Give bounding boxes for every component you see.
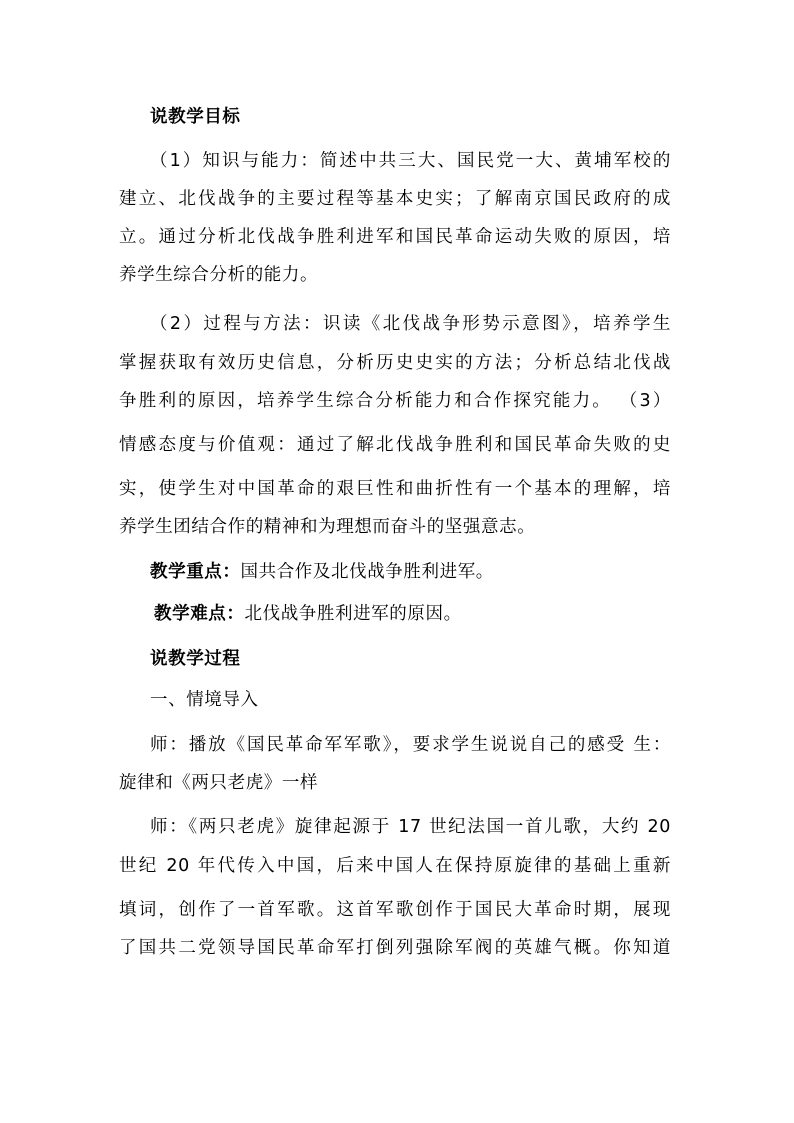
process-line-6: 了国共二党领导国民革命军打倒列强除军阀的英雄气概。你知道: [119, 938, 671, 958]
goals-line-9: 实，使学生对中国革命的艰巨性和曲折性有一个基本的理解，培: [119, 479, 671, 499]
key-point-line: [150, 561, 494, 583]
difficulty-label: 教学难点：: [154, 604, 245, 624]
process-line-2: 旋律和《两只老虎》一样: [119, 773, 319, 793]
process-line-1: 师：播放《国民革命军军歌》，要求学生说说自己的感受 生：: [150, 735, 671, 755]
heading-teaching-goals: 说教学目标: [150, 107, 241, 127]
goals-line-4: 养学生综合分析的能力。: [119, 265, 319, 285]
goals-line-1: （1）知识与能力：简述中共三大、国民党一大、黄埔军校的: [150, 151, 671, 171]
section-one-title: 一、情境导入: [150, 690, 259, 710]
heading-teaching-process: 说教学过程: [150, 649, 241, 669]
goals-line-6: 掌握获取有效历史信息，分析历史史实的方法；分析总结北伐战: [119, 353, 671, 373]
process-line-3: 师：《两只老虎》旋律起源于 17 世纪法国一首儿歌，大约 20: [150, 817, 671, 837]
goals-line-8: 情感态度与价值观：通过了解北伐战争胜利和国民革命失败的史: [119, 435, 671, 455]
goals-line-10: 养学生团结合作的精神和为理想而奋斗的坚强意志。: [119, 517, 536, 537]
process-line-4: 世纪 20 年代传入中国，后来中国人在保持原旋律的基础上重新: [119, 856, 671, 876]
goals-line-3: 立。通过分析北伐战争胜利进军和国民革命运动失败的原因，培: [119, 227, 671, 247]
process-line-5: 填词，创作了一首军歌。这首军歌创作于国民大革命时期，展现: [119, 900, 671, 920]
goals-line-5: （2）过程与方法：识读《北伐战争形势示意图》，培养学生: [150, 314, 671, 334]
difficulty-text: 北伐战争胜利进军的原因。: [244, 604, 462, 624]
goals-line-7: 争胜利的原因，培养学生综合分析能力和合作探究能力。 （3）: [119, 391, 671, 411]
difficulty-line: [154, 603, 462, 625]
goals-line-2: 建立、北伐战争的主要过程等基本史实；了解南京国民政府的成: [119, 189, 671, 209]
key-point-label: 教学重点：: [150, 562, 241, 582]
key-point-text: 国共合作及北伐战争胜利进军。: [240, 562, 494, 582]
